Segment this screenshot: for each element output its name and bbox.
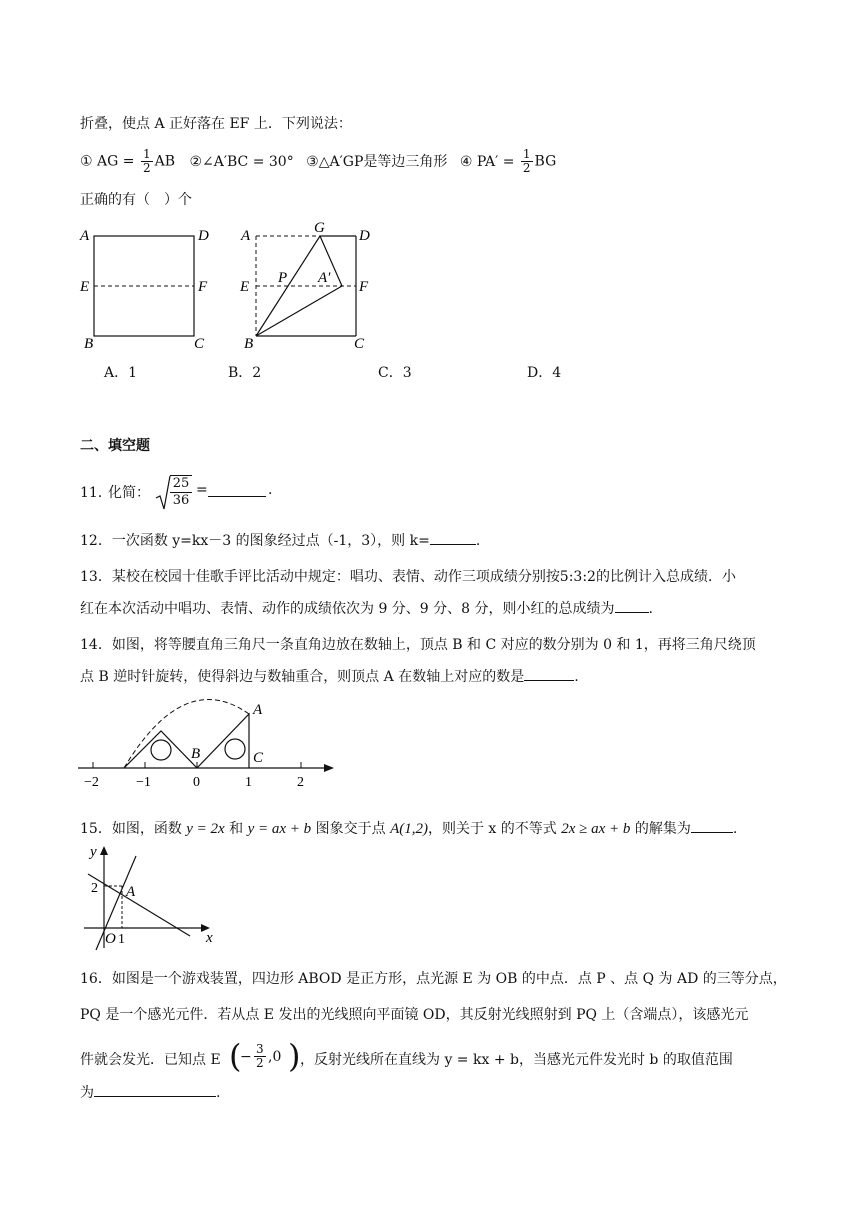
q16-line4-text: 为 [80,1085,94,1101]
q12-text: 12．一次函数 y=kx－3 的图象经过点（-1，3），则 k= [80,533,430,549]
y-axis-arrow-icon [100,846,108,855]
q10-c1-post: AB [154,153,175,170]
q14-answer-blank[interactable] [524,668,574,681]
label-y: y [90,844,97,860]
triangle-hole [225,739,245,759]
tick-label: −2 [84,775,99,790]
label-e: E [240,279,250,295]
q14-line2 [80,666,579,686]
q15-text-start: 15．如图，函数 [80,821,187,837]
q14-line1: 14．如图，将等腰直角三角尺一条直角边放在数轴上，顶点 B 和 C 对应的数分别为 0 和 1，再将三角尺绕顶 [80,637,756,653]
q11-rad-den: 36 [172,493,190,508]
q16-end: . [216,1085,221,1101]
q15-end: . [732,821,738,837]
q16-e-tail: ,0 [268,1049,282,1065]
q10-line1: 折叠，使点 A 正好落在 EF 上．下列说法： [80,116,352,132]
q11-end: . [268,482,273,498]
q10-option-a: A．1 [104,365,138,381]
q14-end: . [574,669,579,685]
q15-point: A(1,2) [390,821,428,837]
q10-statements [80,148,556,175]
q13-line2-text: 红在本次活动中唱功、表情、动作的成绩依次为 9 分、9 分、8 分，则小红的总成绩为 [80,601,615,617]
q15-text-solution: 的解集为 [630,821,691,837]
q10-option-b: B．2 [228,365,262,381]
rotated-triangle [124,731,197,768]
q11-number: 11． [80,485,112,501]
q15-graph-figure [82,842,222,954]
q13-line1: 13．某校在校园十佳歌手评比活动中规定：唱功、表情、动作三项成绩分别按5:3:2的比例计入总成绩．小 [80,569,736,585]
q15-text-and: 和 [224,821,248,837]
label-e: E [80,279,90,295]
q15-function-2: y = ax + b [247,821,312,837]
q10-figure-folded [238,218,378,352]
q10-c3: ③△A′GP是等边三角形 [306,153,448,170]
label-o: O [105,931,116,947]
q13-end: . [648,601,653,617]
q10-line3: 正确的有（ ）个 [80,192,192,208]
q16-e-sign: − [240,1049,252,1065]
q11-equals: = [196,482,208,498]
q16-line3-post: ，反射光线所在直线为 y = kx + b，当感光元件发光时 b 的取值范围 [300,1052,733,1068]
label-one: 1 [118,932,125,947]
q11-rad-num: 25 [170,476,192,493]
q16-answer-blank[interactable] [94,1084,216,1097]
label-a: A [253,702,263,718]
q16-e-fraction: $\frac{3}{2}$ [256,1042,264,1070]
q11-text: 化简： [108,485,150,501]
q16-paren-left: ( [229,1037,242,1075]
q16-line4 [80,1082,220,1102]
q16-paren-right: ) [288,1037,301,1075]
label-b: B [84,336,94,352]
tick-label: 0 [193,775,200,790]
label-d: D [198,228,209,244]
label-b: B [191,746,201,762]
q10-option-c: C．3 [378,365,412,381]
q13-line2 [80,598,653,618]
label-b: B [244,336,254,352]
triangle-hole [151,740,171,760]
label-a-prime: A′ [318,270,331,286]
tick-label: −1 [136,775,151,790]
label-c: C [194,336,205,352]
q15-answer-blank[interactable] [691,820,733,833]
q12-answer-blank[interactable] [430,532,476,545]
label-d: D [359,228,370,244]
q15-text-intersect: 图象交于点 [311,821,391,837]
q15-text-about: ，则关于 x 的不等式 [427,821,562,837]
q10-option-d: D．4 [527,365,562,381]
label-c: C [253,750,264,766]
q10-c2: ②∠A′BC = 30° [189,153,294,170]
q10-c4-pre: ④ PA′ = [459,153,519,170]
label-c: C [354,336,365,352]
q12-end: . [475,533,481,549]
tick-label: 2 [297,775,304,790]
q10-c4-post: BG [534,153,557,170]
q14-number-line-figure [74,696,344,796]
q10-c1-pre: ① AG = [80,153,139,170]
label-f: F [359,279,369,295]
label-f: F [198,279,208,295]
q16-line3-pre: 件就会发光．已知点 E [80,1052,221,1068]
label-p: P [278,270,288,286]
segment-ba1 [256,286,342,336]
axis-arrow-icon [324,764,334,772]
q15-inequality: 2x ≥ ax + b [561,821,631,837]
q11-radicand [170,475,192,509]
q10-c4-fraction: $\frac{1}{2}$ [522,147,531,175]
label-g: G [314,220,325,236]
tick-label: 1 [245,775,252,790]
line-y-2x [96,856,136,950]
section-heading: 二、填空题 [80,438,150,454]
q10-figure-square [78,222,218,352]
line-y-ax-b [88,874,190,936]
q13-answer-blank[interactable] [615,600,649,613]
q16-line2: PQ 是一个感光元件．若从点 E 发出的光线照向平面镜 OD，其反射光线照射到 PQ 上（含端点），该感光元 [80,1007,749,1023]
label-a: A [126,884,136,900]
label-a: A [241,228,251,244]
q14-line2-text: 点 B 逆时针旋转，使得斜边与数轴重合，则顶点 A 在数轴上对应的数是 [80,669,525,685]
q10-c1-fraction: $\frac{1}{2}$ [142,147,151,175]
label-x: x [206,930,213,946]
q11-answer-blank[interactable] [208,484,266,497]
q15-function-1: y = 2x [186,821,225,837]
q15 [80,818,737,838]
label-two: 2 [91,881,98,896]
q16-line1: 16．如图是一个游戏装置，四边形 ABOD 是正方形，点光源 E 为 OB 的中点．点 P 、点 Q 为 AD 的三等分点， [80,971,787,987]
q12 [80,530,480,550]
label-a: A [80,228,90,244]
